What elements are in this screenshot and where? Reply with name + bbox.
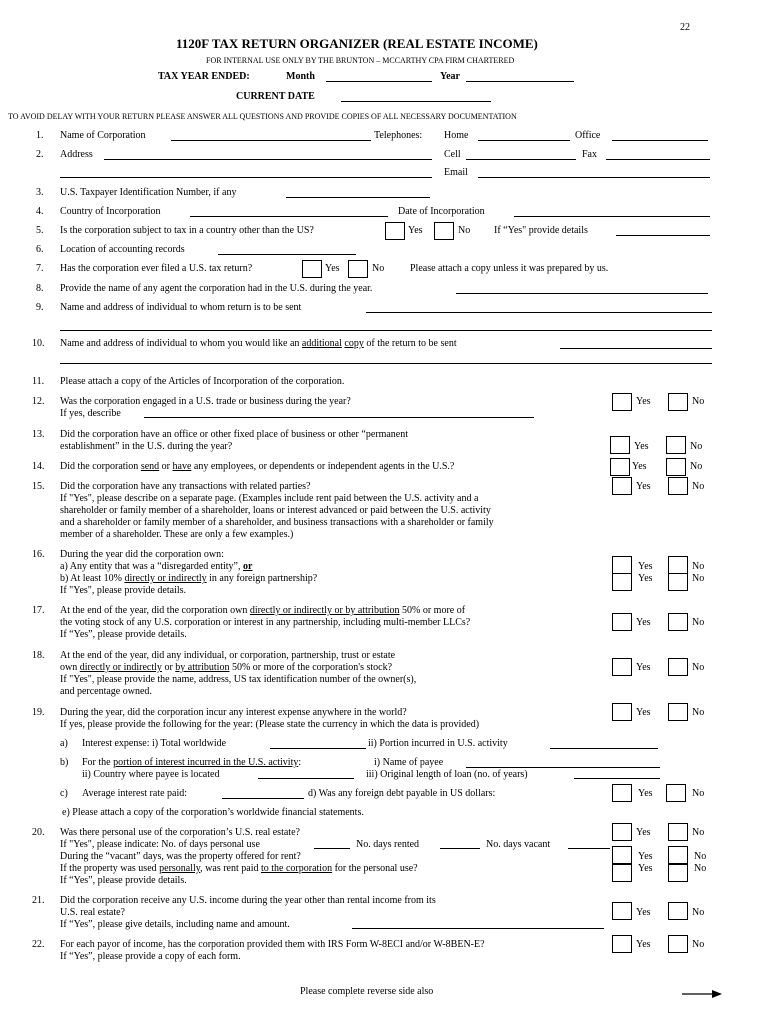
- q5-no-checkbox[interactable]: [434, 222, 454, 240]
- q19e-text: e) Please attach a copy of the corporation’s worldwide financial statements.: [62, 807, 364, 818]
- q13-yes-checkbox[interactable]: [610, 436, 630, 454]
- q18-no-label: No: [692, 662, 705, 673]
- personal-use-days-field[interactable]: [314, 848, 350, 849]
- days-rented-field[interactable]: [440, 848, 480, 849]
- q16a-no-checkbox[interactable]: [668, 556, 688, 574]
- q12-yes-checkbox[interactable]: [612, 393, 632, 411]
- q19d-yes-label: Yes: [638, 788, 653, 799]
- q18-number: 18.: [32, 650, 45, 661]
- loan-length-field[interactable]: [574, 778, 660, 779]
- q16-line-b: b) At least 10% directly or indirectly in any foreign partnership?: [60, 573, 318, 584]
- q20-offered-yes-checkbox[interactable]: [612, 846, 632, 864]
- q14-no-checkbox[interactable]: [666, 458, 686, 476]
- accounting-records-field[interactable]: [218, 254, 356, 255]
- fax-label: Fax: [582, 149, 597, 160]
- q2-number: 2.: [36, 149, 44, 160]
- q22-yes-checkbox[interactable]: [612, 935, 632, 953]
- email-label: Email: [444, 167, 468, 178]
- copy-recipient-field-line-2[interactable]: [60, 363, 712, 364]
- q5-no-label: No: [458, 225, 471, 236]
- right-arrow-icon: [682, 988, 722, 1000]
- q17-yes-checkbox[interactable]: [612, 613, 632, 631]
- cell-label: Cell: [444, 149, 461, 160]
- q21-line-2: U.S. real estate?: [60, 907, 125, 918]
- q3-number: 3.: [36, 187, 44, 198]
- q20-rent-yes-label: Yes: [638, 863, 653, 874]
- q20-rent-yes-checkbox[interactable]: [612, 864, 632, 882]
- q20-offered-no-label: No: [694, 851, 707, 862]
- q12-no-label: No: [692, 396, 705, 407]
- q22-no-checkbox[interactable]: [668, 935, 688, 953]
- q20-line-4: If the property was used personally, was rent paid to the corporation for the personal use?: [60, 863, 418, 874]
- q15-yes-checkbox[interactable]: [612, 477, 632, 495]
- q20-line-3: During the “vacant” days, was the property offered for rent?: [60, 851, 301, 862]
- q15-number: 15.: [32, 481, 45, 492]
- q14-yes-checkbox[interactable]: [610, 458, 630, 476]
- cell-field[interactable]: [466, 159, 576, 160]
- email-field[interactable]: [478, 177, 710, 178]
- q16-line-4: If "Yes", please provide details.: [60, 585, 187, 596]
- q20-line-5: If “Yes”, please provide details.: [60, 875, 187, 886]
- q3-text: U.S. Taxpayer Identification Number, if any: [60, 187, 237, 198]
- form-title: 1120F TAX RETURN ORGANIZER (REAL ESTATE INCOME): [176, 36, 538, 51]
- q16b-yes-checkbox[interactable]: [612, 573, 632, 591]
- q20-line-2-b: No. days rented: [356, 839, 420, 850]
- q9-number: 9.: [36, 302, 44, 313]
- month-field[interactable]: [326, 81, 432, 82]
- q18-line-4: and percentage owned.: [60, 686, 152, 697]
- q7-text: Has the corporation ever filed a U.S. tax return?: [60, 263, 253, 274]
- q18-line-1: At the end of the year, did any individual, or corporation, partnership, trust or estate: [60, 650, 396, 661]
- q10-number: 10.: [32, 338, 45, 349]
- current-date-label: CURRENT DATE: [236, 91, 315, 102]
- us-portion-interest-field[interactable]: [550, 748, 658, 749]
- q13-line-1: Did the corporation have an office or other fixed place of business or other “permanent: [60, 429, 409, 440]
- q14-number: 14.: [32, 461, 45, 472]
- q17-line-2: the voting stock of any U.S. corporation or interest in any partnership, including multi-member LLCs?: [60, 617, 471, 628]
- form-subtitle: FOR INTERNAL USE ONLY BY THE BRUNTON – MCCARTHY CPA FIRM CHARTERED: [206, 56, 515, 65]
- year-field[interactable]: [466, 81, 574, 82]
- copy-recipient-field[interactable]: [560, 348, 712, 349]
- q1-text: Name of Corporation: [60, 130, 146, 141]
- q20-rent-no-checkbox[interactable]: [668, 864, 688, 882]
- current-date-field[interactable]: [341, 101, 491, 102]
- q16b-no-label: No: [692, 573, 705, 584]
- q20-line-1: Was there personal use of the corporation’s U.S. real estate?: [60, 827, 300, 838]
- q12-line-2: If yes, describe: [60, 408, 121, 419]
- country-of-incorporation-field[interactable]: [190, 216, 388, 217]
- q21-yes-checkbox[interactable]: [612, 902, 632, 920]
- q19-line-1: During the year, did the corporation incur any interest expense anywhere in the world?: [60, 707, 407, 718]
- q15-yes-label: Yes: [636, 481, 651, 492]
- q19a-text: Interest expense: i) Total worldwide: [82, 738, 227, 749]
- address-field[interactable]: [104, 159, 432, 160]
- q15-line-3: shareholder or family member of a shareholder, loans or interest advanced or paid between the U.S. activity: [60, 505, 491, 516]
- q16a-no-label: No: [692, 561, 705, 572]
- payee-country-field[interactable]: [258, 778, 354, 779]
- q21-line-1: Did the corporation receive any U.S. income during the year other than rental income from its: [60, 895, 436, 906]
- q8-number: 8.: [36, 283, 44, 294]
- q16b-no-checkbox[interactable]: [668, 573, 688, 591]
- office-phone-label: Office: [575, 130, 601, 141]
- q19-number: 19.: [32, 707, 45, 718]
- q9-text: Name and address of individual to whom return is to be sent: [60, 302, 302, 313]
- q20-line-2-c: No. days vacant: [486, 839, 551, 850]
- q19-no-label: No: [692, 707, 705, 718]
- q17-yes-label: Yes: [636, 617, 651, 628]
- q17-line-3: If “Yes”, please provide details.: [60, 629, 187, 640]
- q19b-label: b): [60, 757, 69, 768]
- q12-number: 12.: [32, 396, 45, 407]
- q18-line-3: If "Yes", please provide the name, address, US tax identification number of the owner(s),: [60, 674, 417, 685]
- telephones-label: Telephones:: [374, 130, 423, 141]
- page-number: 22: [680, 22, 690, 33]
- q19d-no-checkbox[interactable]: [666, 784, 686, 802]
- q20-number: 20.: [32, 827, 45, 838]
- q17-no-checkbox[interactable]: [668, 613, 688, 631]
- q19b-country-label: ii) Country where payee is located: [82, 769, 220, 780]
- q2-text: Address: [60, 149, 93, 160]
- interest-rate-field[interactable]: [222, 798, 304, 799]
- agent-field[interactable]: [456, 293, 708, 294]
- q5-details-field[interactable]: [616, 235, 710, 236]
- q11-number: 11.: [32, 376, 45, 387]
- q19a-label: a): [60, 738, 68, 749]
- q19-no-checkbox[interactable]: [668, 703, 688, 721]
- q5-text: Is the corporation subject to tax in a country other than the US?: [60, 225, 314, 236]
- q16a-yes-label: Yes: [638, 561, 653, 572]
- q7-yes-checkbox[interactable]: [302, 260, 322, 278]
- q13-no-checkbox[interactable]: [666, 436, 686, 454]
- q19d-text: d) Was any foreign debt payable in US dollars:: [308, 788, 496, 799]
- return-recipient-field[interactable]: [366, 312, 712, 313]
- office-phone-field[interactable]: [612, 140, 708, 141]
- corporation-name-field[interactable]: [171, 140, 371, 141]
- q19b-payee-label: i) Name of payee: [374, 757, 444, 768]
- q16-line-1: During the year did the corporation own:: [60, 549, 224, 560]
- q21-no-checkbox[interactable]: [668, 902, 688, 920]
- q15-line-4: and a shareholder or family member of a shareholder, and business transactions with a shareholder or family: [60, 517, 494, 528]
- address-field-line-2[interactable]: [60, 177, 432, 178]
- q19-line-2: If yes, please provide the following for the year: (Please state the currency in which the data is provided): [60, 719, 480, 730]
- q13-no-label: No: [690, 441, 703, 452]
- q21-number: 21.: [32, 895, 45, 906]
- q19c-label: c): [60, 788, 68, 799]
- q20-yes-checkbox[interactable]: [612, 823, 632, 841]
- q6-text: Location of accounting records: [60, 244, 185, 255]
- tax-year-ended-label: TAX YEAR ENDED:: [158, 71, 250, 82]
- q19a-ii-text: ii) Portion incurred in U.S. activity: [368, 738, 508, 749]
- q17-number: 17.: [32, 605, 45, 616]
- return-recipient-field-line-2[interactable]: [60, 330, 712, 331]
- q19b-text: For the portion of interest incurred in the U.S. activity:: [82, 757, 302, 768]
- payee-name-field[interactable]: [466, 767, 660, 768]
- q5-number: 5.: [36, 225, 44, 236]
- q18-yes-checkbox[interactable]: [612, 658, 632, 676]
- q16b-yes-label: Yes: [638, 573, 653, 584]
- total-worldwide-interest-field[interactable]: [270, 748, 366, 749]
- q20-rent-no-label: No: [694, 863, 707, 874]
- date-of-incorporation-field[interactable]: [514, 216, 710, 217]
- q7-number: 7.: [36, 263, 44, 274]
- q15-no-checkbox[interactable]: [668, 477, 688, 495]
- q4-number: 4.: [36, 206, 44, 217]
- date-of-incorporation-label: Date of Incorporation: [398, 206, 485, 217]
- q13-number: 13.: [32, 429, 45, 440]
- q18-no-checkbox[interactable]: [668, 658, 688, 676]
- q22-number: 22.: [32, 939, 45, 950]
- q13-yes-label: Yes: [634, 441, 649, 452]
- q18-yes-label: Yes: [636, 662, 651, 673]
- home-phone-label: Home: [444, 130, 469, 141]
- year-label: Year: [440, 71, 460, 82]
- month-label: Month: [286, 71, 315, 82]
- q12-no-checkbox[interactable]: [668, 393, 688, 411]
- q20-no-checkbox[interactable]: [668, 823, 688, 841]
- q22-yes-label: Yes: [636, 939, 651, 950]
- q17-no-label: No: [692, 617, 705, 628]
- tin-field[interactable]: [286, 197, 430, 198]
- q15-no-label: No: [692, 481, 705, 492]
- q19d-no-label: No: [692, 788, 705, 799]
- q22-line-1: For each payor of income, has the corporation provided them with IRS Form W-8ECI and/or W-8BEN-E?: [60, 939, 485, 950]
- q12-line-1: Was the corporation engaged in a U.S. trade or business during the year?: [60, 396, 351, 407]
- q10-text: Name and address of individual to whom you would like an additional copy of the return to be sent: [60, 338, 457, 349]
- home-phone-field[interactable]: [478, 140, 570, 141]
- q7-no-checkbox[interactable]: [348, 260, 368, 278]
- footer-text: Please complete reverse side also: [300, 986, 434, 997]
- q20-offered-no-checkbox[interactable]: [668, 846, 688, 864]
- q14-yes-label: Yes: [632, 461, 647, 472]
- q8-text: Provide the name of any agent the corporation had in the U.S. during the year.: [60, 283, 373, 294]
- q4-text: Country of Incorporation: [60, 206, 161, 217]
- q6-number: 6.: [36, 244, 44, 255]
- q5-details-label: If “Yes" provide details: [494, 225, 588, 236]
- q20-yes-label: Yes: [636, 827, 651, 838]
- q19-yes-checkbox[interactable]: [612, 703, 632, 721]
- q1-number: 1.: [36, 130, 44, 141]
- q7-note: Please attach a copy unless it was prepared by us.: [410, 263, 609, 274]
- q18-line-2: own directly or indirectly or by attribution 50% or more of the corporation's stock?: [60, 662, 393, 673]
- q16a-yes-checkbox[interactable]: [612, 556, 632, 574]
- q21-line-3: If “Yes”, please give details, including name and amount.: [60, 919, 290, 930]
- q16-line-a: a) Any entity that was a “disregarded entity”, or: [60, 561, 253, 572]
- q19d-yes-checkbox[interactable]: [612, 784, 632, 802]
- instructions-text: TO AVOID DELAY WITH YOUR RETURN PLEASE ANSWER ALL QUESTIONS AND PROVIDE COPIES OF ALL NECESSARY DOCUMENTATION: [8, 112, 517, 121]
- q19-yes-label: Yes: [636, 707, 651, 718]
- days-vacant-field[interactable]: [568, 848, 610, 849]
- fax-field[interactable]: [606, 159, 710, 160]
- q15-line-2: If "Yes", please describe on a separate page. (Examples include rent paid between the U.S. activity and a: [60, 493, 479, 504]
- other-income-details-field[interactable]: [352, 928, 604, 929]
- q5-yes-label: Yes: [408, 225, 423, 236]
- q15-line-5: member of a shareholder. These are only a few examples.): [60, 529, 294, 540]
- q17-line-1: At the end of the year, did the corporation own directly or indirectly or by attribution 50% or more of: [60, 605, 466, 616]
- q7-yes-label: Yes: [325, 263, 340, 274]
- q13-line-2: establishment” in the U.S. during the year?: [60, 441, 233, 452]
- q14-no-label: No: [690, 461, 703, 472]
- q12-yes-label: Yes: [636, 396, 651, 407]
- q20-line-2-a: If "Yes", please indicate: No. of days personal use: [60, 839, 260, 850]
- q14-text: Did the corporation send or have any employees, or dependents or independent agents in the U.S.?: [60, 461, 455, 472]
- q21-yes-label: Yes: [636, 907, 651, 918]
- q22-no-label: No: [692, 939, 705, 950]
- q11-text: Please attach a copy of the Articles of Incorporation of the corporation.: [60, 376, 345, 387]
- q7-no-label: No: [372, 263, 385, 274]
- q20-no-label: No: [692, 827, 705, 838]
- q5-yes-checkbox[interactable]: [385, 222, 405, 240]
- q22-line-2: If “Yes”, please provide a copy of each form.: [60, 951, 241, 962]
- q19b-loan-length-label: iii) Original length of loan (no. of years): [366, 769, 528, 780]
- q15-line-1: Did the corporation have any transactions with related parties?: [60, 481, 311, 492]
- q20-offered-yes-label: Yes: [638, 851, 653, 862]
- q12-describe-field[interactable]: [144, 417, 534, 418]
- q19c-text: Average interest rate paid:: [82, 788, 188, 799]
- q21-no-label: No: [692, 907, 705, 918]
- q16-number: 16.: [32, 549, 45, 560]
